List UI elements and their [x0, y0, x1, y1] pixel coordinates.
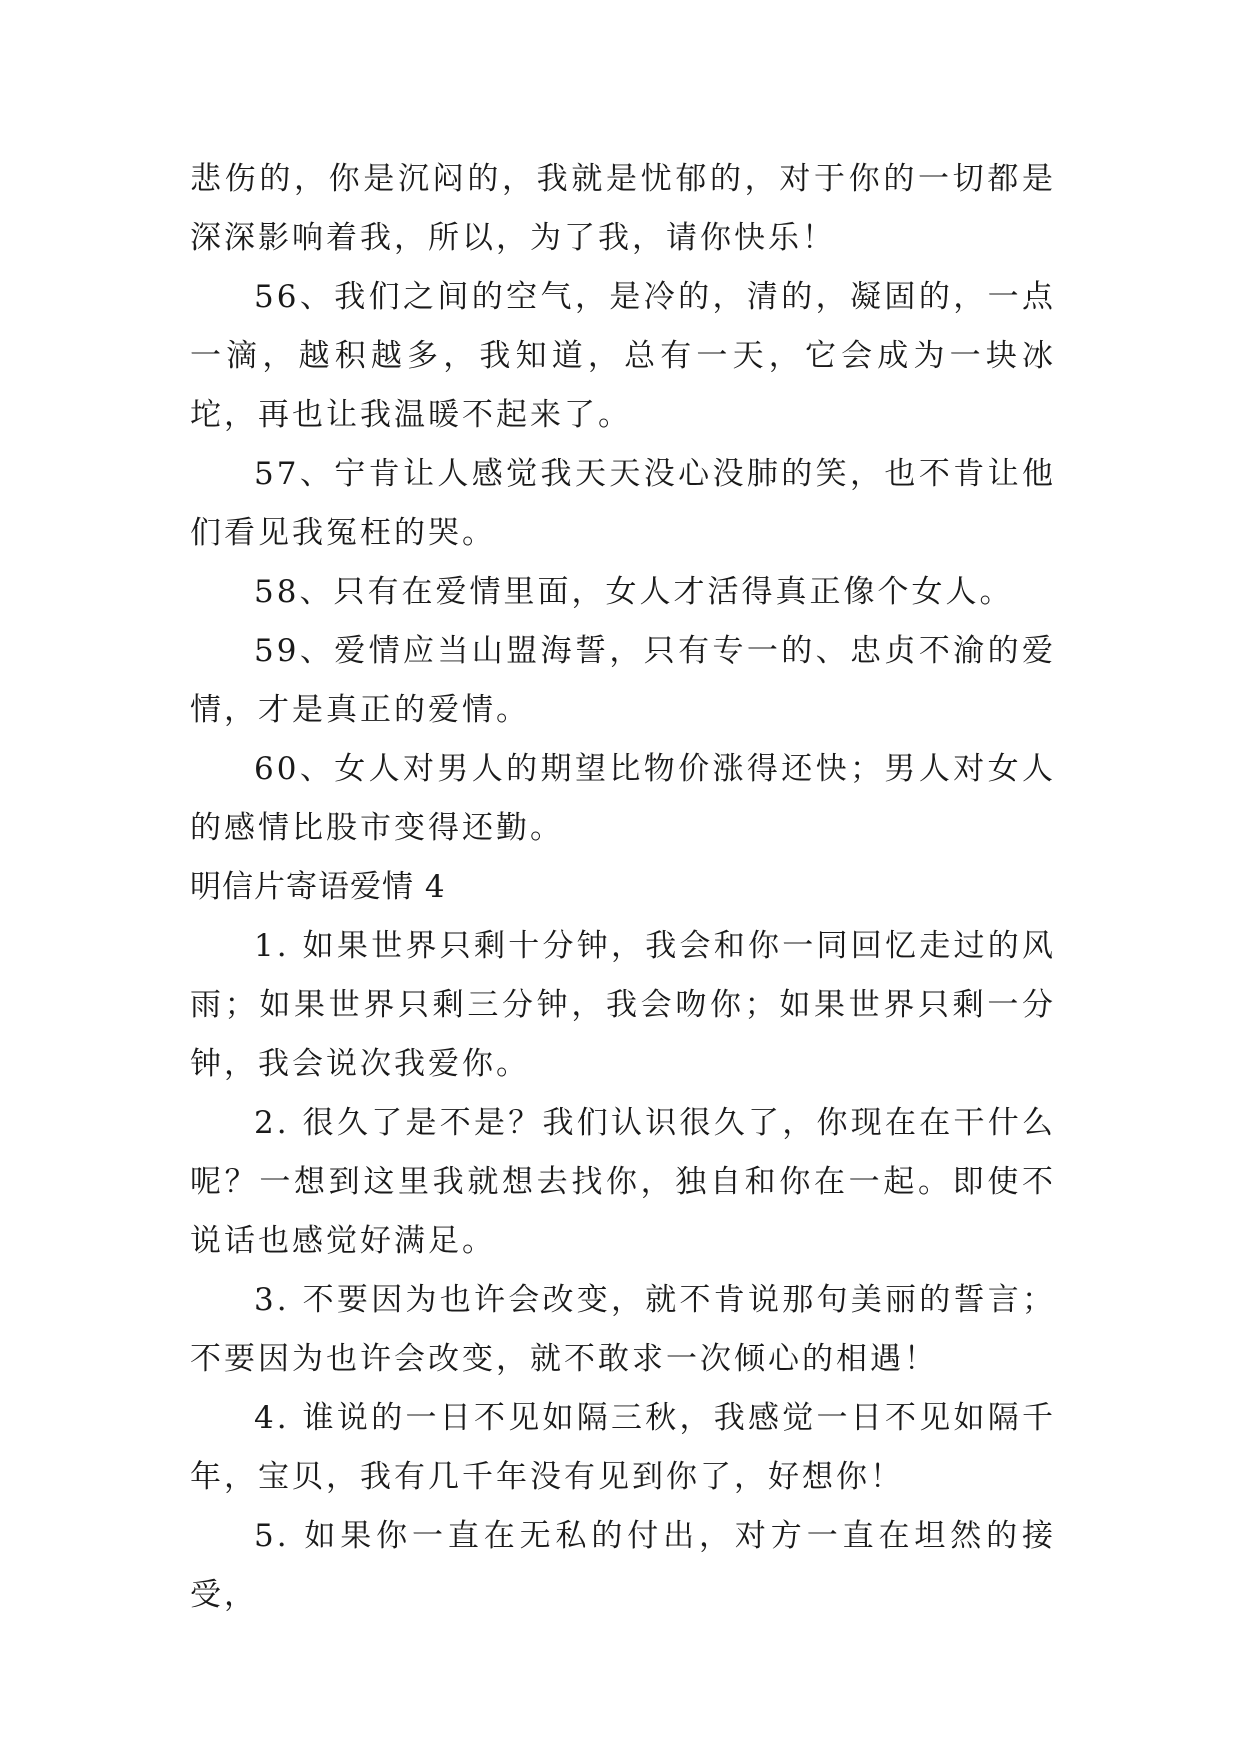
paragraph-continued: 悲伤的，你是沉闷的，我就是忧郁的，对于你的一切都是深深影响着我，所以，为了我，请你快乐！ [190, 161, 1056, 256]
paragraph-item-1: 1. 如果世界只剩十分钟，我会和你一同回忆走过的风雨；如果世界只剩三分钟，我会吻你；如果世界只剩一分钟，我会说次我爱你。 [190, 928, 1056, 1082]
document-page [190, 150, 1056, 1625]
paragraph-57: 57、宁肯让人感觉我天天没心没肺的笑，也不肯让他们看见我冤枉的哭。 [190, 456, 1056, 551]
paragraph-item-4: 4. 谁说的一日不见如隔三秋，我感觉一日不见如隔千年，宝贝，我有几千年没有见到你了，好想你！ [190, 1400, 1056, 1495]
paragraph-item-3: 3. 不要因为也许会改变，就不肯说那句美丽的誓言；不要因为也许会改变，就不敢求一次倾心的相遇！ [190, 1282, 1056, 1377]
paragraph-56: 56、我们之间的空气，是冷的，清的，凝固的，一点一滴，越积越多，我知道，总有一天，它会成为一块冰坨，再也让我温暖不起来了。 [190, 279, 1056, 433]
paragraph-item-5: 5. 如果你一直在无私的付出，对方一直在坦然的接受， [190, 1518, 1056, 1613]
paragraph-59: 59、爱情应当山盟海誓，只有专一的、忠贞不渝的爱情，才是真正的爱情。 [190, 633, 1056, 728]
paragraph-item-2: 2. 很久了是不是？我们认识很久了，你现在在干什么呢？一想到这里我就想去找你，独自和你在一起。即使不说话也感觉好满足。 [190, 1105, 1056, 1259]
paragraph-60: 60、女人对男人的期望比物价涨得还快；男人对女人的感情比股市变得还勤。 [190, 751, 1056, 846]
section-heading: 明信片寄语爱情 4 [190, 869, 446, 905]
paragraph-58: 58、只有在爱情里面，女人才活得真正像个女人。 [254, 574, 1014, 610]
